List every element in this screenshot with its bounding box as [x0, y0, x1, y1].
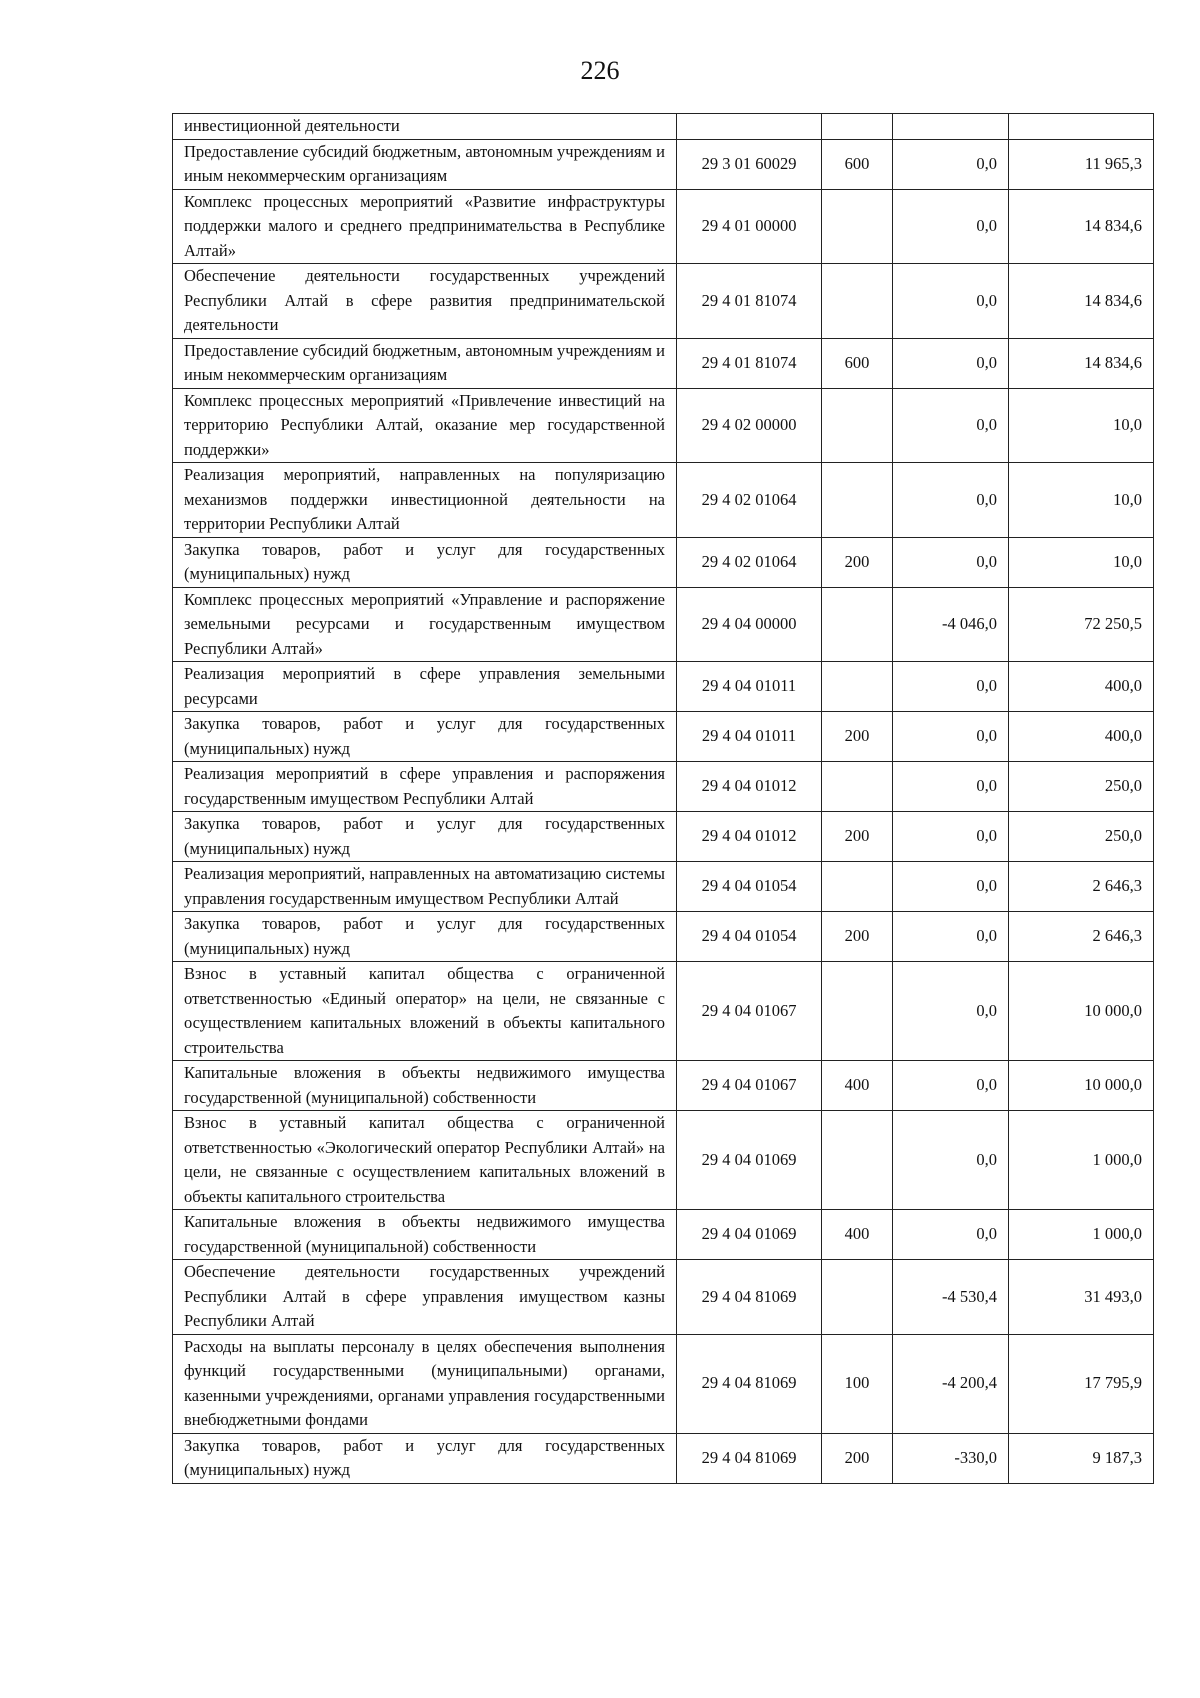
row-change — [893, 114, 1009, 140]
row-change: 0,0 — [893, 388, 1009, 463]
row-total: 1 000,0 — [1009, 1210, 1154, 1260]
row-code: 29 4 04 81069 — [677, 1260, 822, 1335]
row-change: 0,0 — [893, 189, 1009, 264]
row-name: Реализация мероприятий в сфере управления и распоряжения государственным имуществом Республики Алтай — [173, 762, 677, 812]
row-code: 29 4 01 00000 — [677, 189, 822, 264]
row-change: 0,0 — [893, 1111, 1009, 1210]
row-change: 0,0 — [893, 812, 1009, 862]
row-code: 29 4 04 00000 — [677, 587, 822, 662]
table-row — [173, 1111, 1154, 1210]
row-expense-type — [822, 862, 893, 912]
row-name: Предоставление субсидий бюджетным, автономным учреждениям и иным некоммерческим организациям — [173, 338, 677, 388]
row-expense-type — [822, 962, 893, 1061]
row-name: Закупка товаров, работ и услуг для государственных (муниципальных) нужд — [173, 812, 677, 862]
table-row — [173, 338, 1154, 388]
row-total: 14 834,6 — [1009, 189, 1154, 264]
row-expense-type — [822, 662, 893, 712]
row-name: Закупка товаров, работ и услуг для государственных (муниципальных) нужд — [173, 537, 677, 587]
row-total: 2 646,3 — [1009, 912, 1154, 962]
table-row — [173, 388, 1154, 463]
row-code: 29 4 02 01064 — [677, 463, 822, 538]
table-row — [173, 662, 1154, 712]
row-code: 29 4 04 01069 — [677, 1210, 822, 1260]
row-change: 0,0 — [893, 139, 1009, 189]
row-name: Закупка товаров, работ и услуг для государственных (муниципальных) нужд — [173, 712, 677, 762]
table-row — [173, 1433, 1154, 1483]
row-change: 0,0 — [893, 912, 1009, 962]
row-total: 10 000,0 — [1009, 1061, 1154, 1111]
row-code: 29 4 04 01054 — [677, 912, 822, 962]
table-row — [173, 912, 1154, 962]
table-row — [173, 1210, 1154, 1260]
row-name: Закупка товаров, работ и услуг для государственных (муниципальных) нужд — [173, 912, 677, 962]
row-change: 0,0 — [893, 862, 1009, 912]
row-total: 2 646,3 — [1009, 862, 1154, 912]
table-row — [173, 139, 1154, 189]
row-total: 400,0 — [1009, 712, 1154, 762]
row-code: 29 4 04 01011 — [677, 712, 822, 762]
table-row — [173, 1334, 1154, 1433]
row-code: 29 4 01 81074 — [677, 338, 822, 388]
row-name: Комплекс процессных мероприятий «Развитие инфраструктуры поддержки малого и среднего предпринимательства в Республике Алтай» — [173, 189, 677, 264]
row-total: 1 000,0 — [1009, 1111, 1154, 1210]
row-expense-type: 100 — [822, 1334, 893, 1433]
row-expense-type — [822, 388, 893, 463]
row-code: 29 3 01 60029 — [677, 139, 822, 189]
table-row — [173, 587, 1154, 662]
row-change: 0,0 — [893, 1061, 1009, 1111]
row-total: 10,0 — [1009, 388, 1154, 463]
row-total: 10,0 — [1009, 463, 1154, 538]
table-row — [173, 962, 1154, 1061]
row-code: 29 4 04 81069 — [677, 1433, 822, 1483]
row-code: 29 4 01 81074 — [677, 264, 822, 339]
row-name: Реализация мероприятий, направленных на автоматизацию системы управления государственным имуществом Республики Алтай — [173, 862, 677, 912]
row-total: 14 834,6 — [1009, 264, 1154, 339]
row-expense-type: 600 — [822, 338, 893, 388]
table-row — [173, 537, 1154, 587]
row-expense-type: 200 — [822, 537, 893, 587]
row-total: 72 250,5 — [1009, 587, 1154, 662]
budget-table-body — [173, 114, 1154, 1484]
row-name: Комплекс процессных мероприятий «Привлечение инвестиций на территорию Республики Алтай, оказание мер государственной поддержки» — [173, 388, 677, 463]
table-row — [173, 1260, 1154, 1335]
row-change: -4 046,0 — [893, 587, 1009, 662]
row-code: 29 4 04 01069 — [677, 1111, 822, 1210]
row-code: 29 4 04 01067 — [677, 962, 822, 1061]
row-total: 10 000,0 — [1009, 962, 1154, 1061]
row-name: инвестиционной деятельности — [173, 114, 677, 140]
row-expense-type: 200 — [822, 912, 893, 962]
table-row — [173, 1061, 1154, 1111]
row-total: 10,0 — [1009, 537, 1154, 587]
row-name: Взнос в уставный капитал общества с ограниченной ответственностью «Единый оператор» на цели, не связанные с осуществлением капитальных вложений в объекты капитального строительства — [173, 962, 677, 1061]
row-name: Реализация мероприятий в сфере управления земельными ресурсами — [173, 662, 677, 712]
row-expense-type — [822, 587, 893, 662]
row-expense-type — [822, 189, 893, 264]
table-row — [173, 762, 1154, 812]
row-total: 14 834,6 — [1009, 338, 1154, 388]
row-total: 11 965,3 — [1009, 139, 1154, 189]
row-name: Взнос в уставный капитал общества с ограниченной ответственностью «Экологический оператор Республики Алтай» на цели, не связанные с осуществлением капитальных вложений в объекты капитального строительства — [173, 1111, 677, 1210]
row-code: 29 4 02 00000 — [677, 388, 822, 463]
row-total: 400,0 — [1009, 662, 1154, 712]
row-total: 17 795,9 — [1009, 1334, 1154, 1433]
row-code: 29 4 04 01012 — [677, 762, 822, 812]
row-code: 29 4 04 01012 — [677, 812, 822, 862]
row-name: Предоставление субсидий бюджетным, автономным учреждениям и иным некоммерческим организациям — [173, 139, 677, 189]
row-name: Капитальные вложения в объекты недвижимого имущества государственной (муниципальной) собственности — [173, 1061, 677, 1111]
row-expense-type — [822, 463, 893, 538]
row-total: 250,0 — [1009, 812, 1154, 862]
row-expense-type — [822, 114, 893, 140]
row-name: Обеспечение деятельности государственных учреждений Республики Алтай в сфере управления имуществом казны Республики Алтай — [173, 1260, 677, 1335]
budget-table — [172, 113, 1154, 1484]
row-code: 29 4 04 01067 — [677, 1061, 822, 1111]
row-total — [1009, 114, 1154, 140]
table-row — [173, 114, 1154, 140]
row-change: 0,0 — [893, 264, 1009, 339]
row-code: 29 4 02 01064 — [677, 537, 822, 587]
row-change: 0,0 — [893, 712, 1009, 762]
row-change: -4 530,4 — [893, 1260, 1009, 1335]
row-expense-type — [822, 762, 893, 812]
row-change: -4 200,4 — [893, 1334, 1009, 1433]
row-change: 0,0 — [893, 1210, 1009, 1260]
table-row — [173, 189, 1154, 264]
table-row — [173, 264, 1154, 339]
row-name: Обеспечение деятельности государственных учреждений Республики Алтай в сфере развития предпринимательской деятельности — [173, 264, 677, 339]
row-expense-type — [822, 1260, 893, 1335]
row-name: Реализация мероприятий, направленных на популяризацию механизмов поддержки инвестиционной деятельности на территории Республики Алтай — [173, 463, 677, 538]
row-expense-type — [822, 264, 893, 339]
table-row — [173, 712, 1154, 762]
row-expense-type: 200 — [822, 1433, 893, 1483]
page-number: 226 — [580, 56, 620, 85]
row-code: 29 4 04 01011 — [677, 662, 822, 712]
row-change: 0,0 — [893, 762, 1009, 812]
row-name: Закупка товаров, работ и услуг для государственных (муниципальных) нужд — [173, 1433, 677, 1483]
row-code — [677, 114, 822, 140]
table-row — [173, 463, 1154, 538]
row-expense-type — [822, 1111, 893, 1210]
row-change: -330,0 — [893, 1433, 1009, 1483]
row-total: 250,0 — [1009, 762, 1154, 812]
row-expense-type: 200 — [822, 812, 893, 862]
row-change: 0,0 — [893, 537, 1009, 587]
row-code: 29 4 04 81069 — [677, 1334, 822, 1433]
row-change: 0,0 — [893, 338, 1009, 388]
table-row — [173, 862, 1154, 912]
row-expense-type: 400 — [822, 1061, 893, 1111]
row-change: 0,0 — [893, 463, 1009, 538]
row-change: 0,0 — [893, 962, 1009, 1061]
row-expense-type: 200 — [822, 712, 893, 762]
row-name: Комплекс процессных мероприятий «Управление и распоряжение земельными ресурсами и государственным имуществом Республики Алтай» — [173, 587, 677, 662]
row-name: Капитальные вложения в объекты недвижимого имущества государственной (муниципальной) собственности — [173, 1210, 677, 1260]
row-code: 29 4 04 01054 — [677, 862, 822, 912]
row-total: 31 493,0 — [1009, 1260, 1154, 1335]
row-expense-type: 600 — [822, 139, 893, 189]
table-row — [173, 812, 1154, 862]
row-name: Расходы на выплаты персоналу в целях обеспечения выполнения функций государственными (муниципальными) органами, казенными учреждениями, органами управления государственными внебюджетными фондами — [173, 1334, 677, 1433]
row-total: 9 187,3 — [1009, 1433, 1154, 1483]
row-change: 0,0 — [893, 662, 1009, 712]
row-expense-type: 400 — [822, 1210, 893, 1260]
